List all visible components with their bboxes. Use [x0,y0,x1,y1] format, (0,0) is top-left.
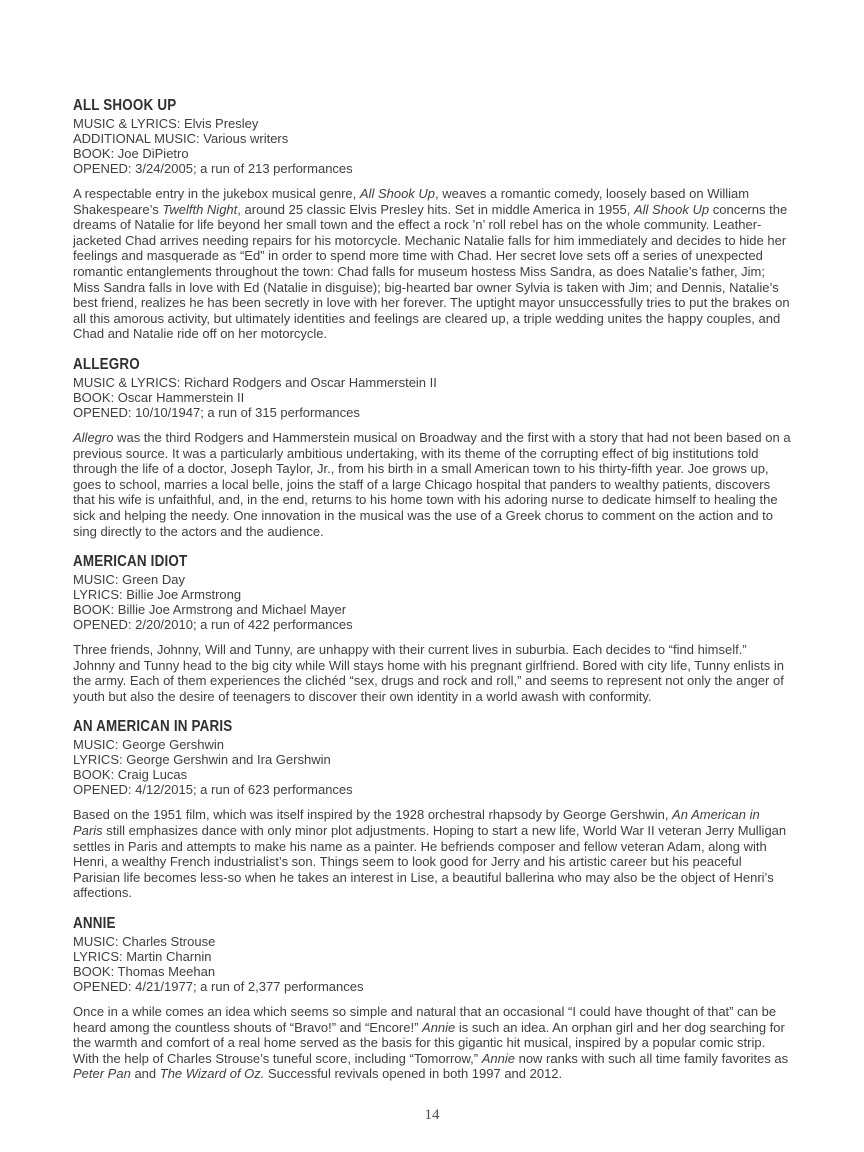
synopsis-italic-text: Annie [422,1019,456,1035]
show-title-text: ALL SHOOK UP [73,97,177,114]
synopsis-text: now ranks with such all time family favorites as [514,1050,789,1066]
show-synopsis [73,807,791,901]
credit-line: BOOK: Craig Lucas [73,767,188,783]
show-title [73,553,791,570]
show-credits [73,934,791,994]
show-section [73,97,791,342]
credit-line: MUSIC: Charles Strouse [73,934,216,950]
synopsis-italic-text: Twelfth Night [162,201,238,217]
credit-line: OPENED: 10/10/1947; a run of 315 performances [73,404,360,420]
show-title-text: ANNIE [73,915,116,933]
credit-line: BOOK: Oscar Hammerstein II [73,389,245,405]
synopsis-text: and [130,1066,160,1082]
credit-line: OPENED: 3/24/2005; a run of 213 performances [73,161,353,176]
synopsis-text: , weaves a romantic comedy, loosely based on William Shakespeare’s [73,186,750,217]
credit-line: OPENED: 4/12/2015; a run of 623 performances [73,782,353,798]
synopsis-italic-text: All Shook Up [633,201,710,217]
show-section [73,718,791,901]
credit-line: BOOK: Billie Joe Armstrong and Michael Mayer [73,602,347,618]
credit-line: MUSIC & LYRICS: Richard Rodgers and Oscar Hammerstein II [73,374,437,390]
show-title-text: ALLEGRO [73,355,140,373]
show-credits [73,572,791,632]
synopsis-text: A respectable entry in the jukebox musical genre, [73,186,360,201]
synopsis-italic-text: The Wizard of Oz. [159,1066,265,1082]
show-synopsis [73,186,791,342]
show-section [73,553,791,704]
credit-line: OPENED: 4/21/1977; a run of 2,377 performances [73,979,364,995]
show-credits [73,375,791,420]
credit-line: ADDITIONAL MUSIC: Various writers [73,131,289,146]
synopsis-italic-text: Allegro [73,429,114,445]
synopsis-text: Once in a while comes an idea which seems so simple and natural that an occasional “I could have thought of that” can be heard among the countless shouts of “Bravo!” and “Encore!” [73,1004,777,1035]
synopsis-text: , around 25 classic Elvis Presley hits. Set in middle America in 1955, [237,201,634,217]
show-credits [73,116,791,176]
show-synopsis [73,642,791,704]
credit-line: MUSIC & LYRICS: Elvis Presley [73,116,259,131]
synopsis-text: Three friends, Johnny, Will and Tunny, are unhappy with their current lives in suburbia. Each decides to “find himself.” Johnny and Tunny head to the big city while Will stays home with his pregnant girlfriend. Bored with city life, Tunny enlists in the army. Each of them experiences the clichéd “sex, drugs and rock and roll,” and seems to represent not only the anger of youth but also the desire of teenagers to discover their own identity in a world awash with conformity. [73,642,785,704]
show-synopsis [73,1004,791,1082]
synopsis-text: Successful revivals opened in both 1997 and 2012. [264,1066,563,1082]
page-number: 14 [424,1107,440,1123]
credit-line: MUSIC: George Gershwin [73,737,224,753]
show-title [73,97,791,114]
synopsis-italic-text: Annie [481,1050,515,1066]
credit-line: LYRICS: Billie Joe Armstrong [73,587,242,603]
show-credits [73,737,791,797]
synopsis-italic-text: An American in Paris [73,807,760,839]
credit-line: LYRICS: Martin Charnin [73,949,212,965]
show-title [73,356,791,373]
sections [73,97,791,1082]
synopsis-text: is such an idea. An orphan girl and her dog searching for the warmth and comfort of a real home served as the basis for this gigantic hit musical, inspired by a popular comic strip. With the help of Charles Strouse’s tuneful score, including “Tomorrow,” [73,1019,785,1066]
credit-line: BOOK: Thomas Meehan [73,964,216,980]
synopsis-italic-text: All Shook Up [359,186,436,201]
credit-line: MUSIC: Green Day [73,572,185,588]
credit-line: LYRICS: George Gershwin and Ira Gershwin [73,752,331,768]
synopsis-text: concerns the dreams of Natalie for life beyond her small town and the effect a rock ’n’ roll rebel has on the whole community. Leather-jacketed Chad arrives needing repairs for his motorcycle. Mechanic Natalie falls for him immediately and decides to hide her feelings and masquerade as “Ed” in order to spend more time with Chad. Her secret love sets off a series of unexpected romantic entanglements throughout the town: Chad falls for museum hostess Miss Sandra, as does Natalie’s father, Jim; Miss Sandra falls in love with Ed (Natalie in disguise); big-hearted bar owner Sylvia is taken with Jim; and Dennis, Natalie’s best friend, realizes he has been secretly in love with her forever. The uptight mayor unsuccessfully tries to put the brakes on all this amorous activity, but ultimately identities and feelings are cleared up, a triple wedding unites the happy couples, and Chad and Natalie ride off on her motorcycle. [73,201,790,342]
synopsis-text: Based on the 1951 film, which was itself inspired by the 1928 orchestral rhapsody by George Gershwin, [73,807,673,823]
show-title-text: AN AMERICAN IN PARIS [73,718,233,736]
show-synopsis [73,430,791,539]
show-title [73,915,791,932]
credit-line: BOOK: Joe DiPietro [73,146,189,161]
show-title-text: AMERICAN IDIOT [73,553,188,571]
synopsis-italic-text: Peter Pan [73,1066,131,1082]
show-section [73,915,791,1082]
show-section [73,356,791,539]
show-title [73,718,791,735]
synopsis-text: was the third Rodgers and Hammerstein musical on Broadway and the first with a story that had not been based on a previous source. It was a particularly ambitious undertaking, with its theme of the corrupting effect of big institutions told through the life of a doctor, Joseph Taylor, Jr., from his birth in a small American town to his thirty-fifth year. Joe grows up, goes to school, marries a local belle, joins the staff of a large Chicago hospital that panders to wealthy patients, discovers that his wife is unfaithful, and, in the end, returns to his home town with his adoring nurse to dedicate himself to healing the sick and helping the needy. One innovation in the musical was the use of a Greek chorus to comment on the action and to sing directly to the actors and the audience. [73,429,791,539]
synopsis-text: still emphasizes dance with only minor plot adjustments. Hoping to start a new life, World War II veteran Jerry Mulligan settles in Paris and attempts to make his name as a painter. He befriends composer and fellow veteran Adam, along with Henri, a wealthy French industrialist’s son. Things seem to look good for Jerry and his artistic career but his peaceful Parisian life becomes less-so when he takes an interest in Lise, a beautiful ballerina who may also be the object of Henri’s affections. [73,823,787,901]
credit-line: OPENED: 2/20/2010; a run of 422 performances [73,617,353,633]
